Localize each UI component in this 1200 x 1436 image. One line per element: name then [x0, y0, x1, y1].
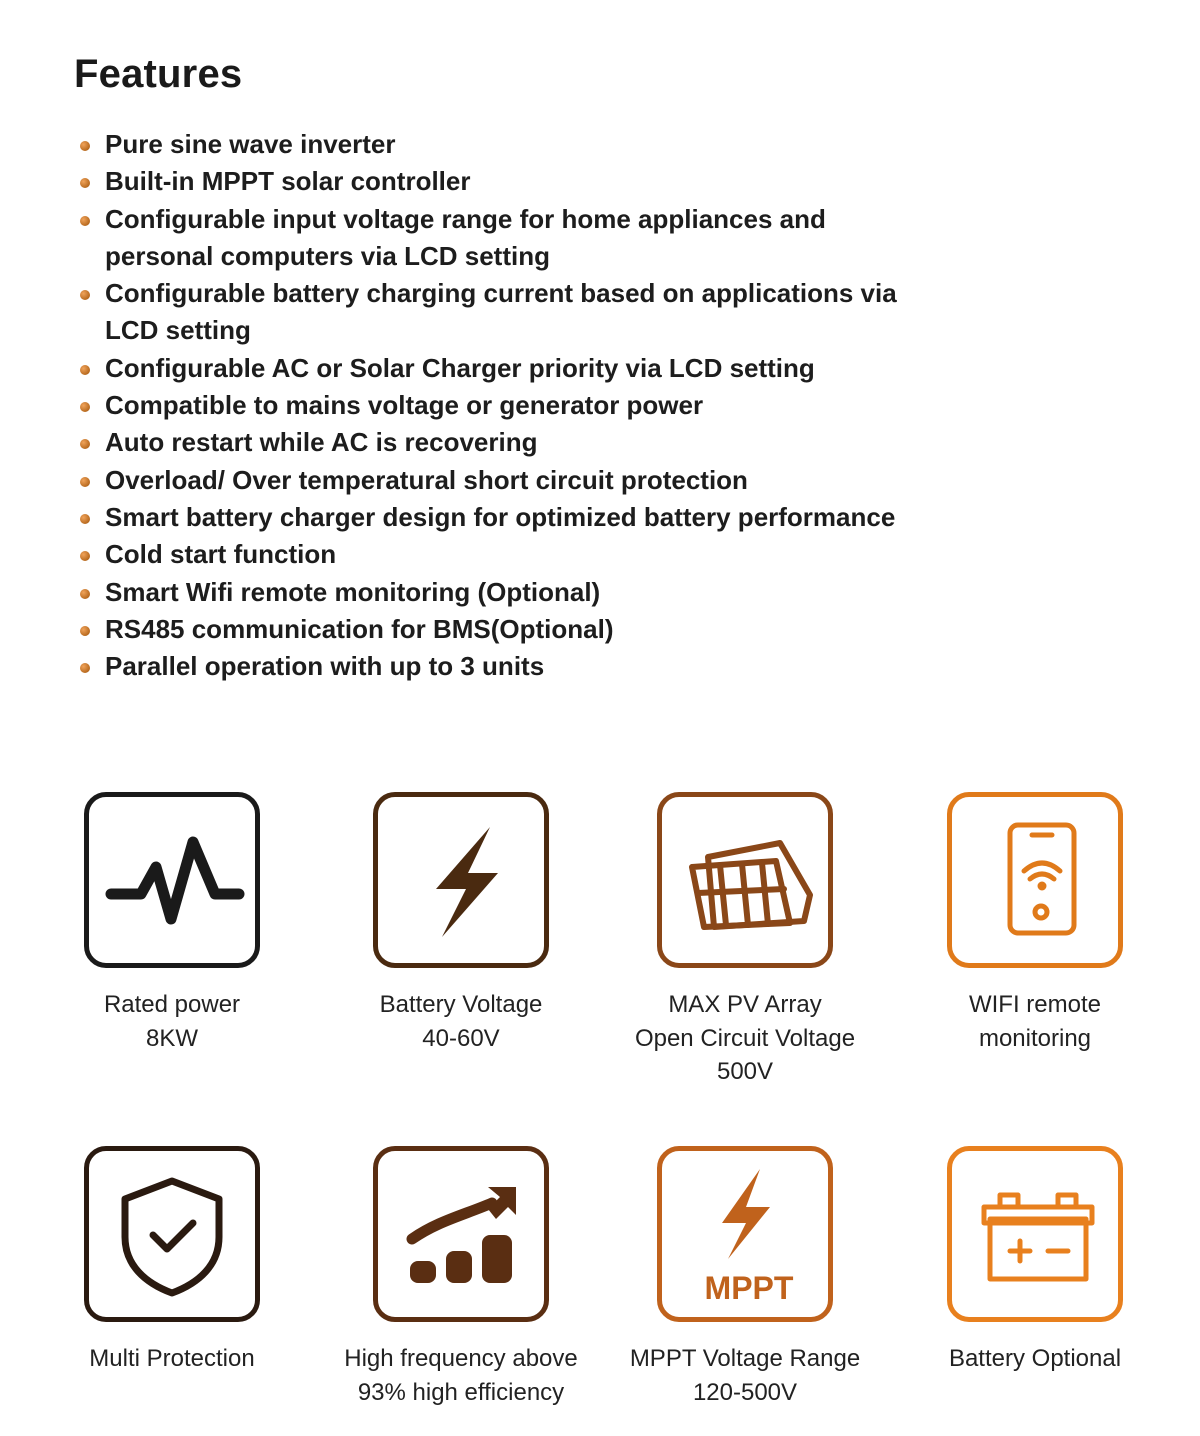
lightning-bolt-icon: [378, 797, 544, 963]
spec-caption-line: 8KW: [145, 1024, 198, 1052]
feature-text: RS485 communication for BMS(Optional): [105, 613, 614, 644]
spec-caption: [22, 1342, 322, 1376]
spec-icon-box: [657, 792, 833, 968]
page-title: Features: [74, 52, 243, 96]
growth-chart-icon: [378, 1151, 544, 1317]
mppt-bolt-icon: [662, 1151, 828, 1317]
spec-caption: [595, 1342, 895, 1409]
spec-icon-box: [657, 1146, 833, 1322]
feature-text: Auto restart while AC is recovering: [105, 427, 538, 458]
feature-text: Smart battery charger design for optimized battery performance: [105, 501, 896, 532]
spec-icon-box: [84, 792, 260, 968]
feature-text: Parallel operation with up to 3 units: [105, 651, 545, 682]
spec-caption-line: monitoring: [978, 1024, 1092, 1052]
spec-icon-box: [84, 1146, 260, 1322]
feature-text: Compatible to mains voltage or generator power: [105, 390, 704, 421]
spec-icon-box: [373, 792, 549, 968]
spec-caption-line: 93% high efficiency: [357, 1378, 565, 1406]
spec-caption-line: Multi Protection: [89, 1345, 255, 1372]
spec-caption-line: Battery Voltage: [379, 991, 543, 1018]
spec-caption-line: 40-60V: [422, 1024, 500, 1052]
spec-caption-line: Battery Optional: [948, 1345, 1122, 1372]
feature-text: Overload/ Over temperatural short circuit protection: [105, 464, 748, 495]
spec-caption-line: 120-500V: [692, 1378, 798, 1406]
feature-text: Pure sine wave inverter: [105, 129, 396, 159]
spec-caption: [22, 988, 322, 1055]
wifi-phone-icon: [952, 797, 1118, 963]
feature-text: Configurable input voltage range for home appliances and personal computers via LCD setting: [105, 203, 826, 271]
spec-caption-line: MAX PV Array: [668, 991, 822, 1018]
spec-caption-line: High frequency above: [344, 1345, 578, 1372]
spec-icon-box: [947, 1146, 1123, 1322]
feature-text: Built-in MPPT solar controller: [105, 166, 471, 197]
feature-text: Smart Wifi remote monitoring (Optional): [105, 576, 601, 607]
spec-caption-line: Rated power: [103, 991, 241, 1018]
mppt-label: MPPT: [704, 1270, 794, 1306]
spec-caption: [885, 1342, 1185, 1376]
spec-caption-line: MPPT Voltage Range: [629, 1345, 861, 1372]
spec-icon-box: [947, 792, 1123, 968]
spec-icon-box: [373, 1146, 549, 1322]
spec-caption: [311, 1342, 611, 1409]
spec-caption: [885, 988, 1185, 1055]
pulse-icon: [89, 797, 255, 963]
feature-text: Configurable AC or Solar Charger priority via LCD setting: [105, 352, 815, 383]
shield-check-icon: [89, 1151, 255, 1317]
battery-icon: [952, 1151, 1118, 1317]
feature-text: Cold start function: [105, 539, 337, 570]
spec-caption: [595, 988, 895, 1089]
spec-caption: [311, 988, 611, 1055]
spec-caption-line: WIFI remote: [968, 991, 1101, 1018]
solar-panel-icon: [662, 797, 828, 963]
spec-caption-line: 500V: [716, 1058, 774, 1085]
feature-text: Configurable battery charging current based on applications via LCD setting: [105, 278, 897, 346]
spec-caption-line: Open Circuit Voltage: [634, 1024, 856, 1052]
